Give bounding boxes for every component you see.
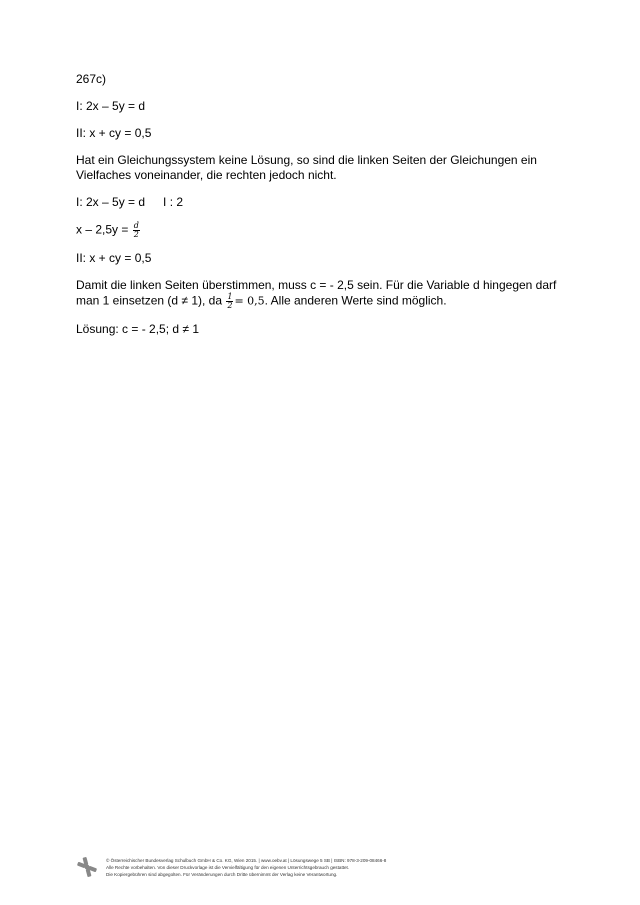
equation-4	[76, 222, 566, 239]
fraction-denominator: 2	[133, 230, 139, 239]
footer-text	[106, 857, 576, 878]
fraction-numerator: 1	[227, 292, 233, 301]
publisher-logo-icon	[76, 856, 98, 878]
equation-3-operation: I : 2	[163, 195, 184, 209]
equation-5: II: x + cy = 0,5	[76, 251, 152, 265]
explanation-paragraph: Hat ein Gleichungssystem keine Lösung, so sind die linken Seiten der Gleichungen ein Vielfaches voneinander, die rechten jedoch nicht.	[76, 153, 537, 182]
footer-copyright: © Österreichischer Bundesverlag Schulbuch GmbH & Co. KG, Wien 2015. | www.oebv.at | Lösungswege 5 SB | ISBN: 978-3-209-08466-8	[106, 858, 387, 863]
conclusion-text-b: . Alle anderen Werte sind möglich.	[264, 293, 447, 308]
equation-4-prefix: x – 2,5y =	[76, 222, 129, 237]
conclusion-paragraph	[76, 278, 566, 310]
equation-1: I: 2x – 5y = d	[76, 99, 146, 113]
fraction-numerator: d	[133, 221, 139, 230]
fraction-denominator: 2	[227, 301, 233, 310]
equation-3	[76, 195, 566, 210]
equation-2: II: x + cy = 0,5	[76, 126, 152, 140]
conclusion-text-a: Damit die linken Seiten überstimmen, muss c = - 2,5 sein. Für die Variable d hingegen darf man 1 einsetzen (d ≠ 1), da	[76, 278, 557, 308]
footer-disclaimer: Die Kopiergebühren sind abgegolten. Für Veränderungen durch Dritte übernimmt der Verlag keine Verantwortung.	[106, 872, 338, 877]
document-body	[76, 72, 566, 337]
fraction-d-over-2	[133, 222, 140, 239]
exercise-number: 267c)	[76, 72, 107, 86]
footer-rights: Alle Rechte vorbehalten. Von dieser Druckvorlage ist die Vervielfältigung für den eigenen Unterrichtsgebrauch gestattet.	[106, 865, 350, 870]
fraction-one-half	[226, 293, 233, 310]
solution-line: Lösung: c = - 2,5; d ≠ 1	[76, 322, 199, 336]
math-equals-half: = 0,5	[234, 294, 265, 308]
equation-3-left: I: 2x – 5y = d	[76, 195, 146, 209]
